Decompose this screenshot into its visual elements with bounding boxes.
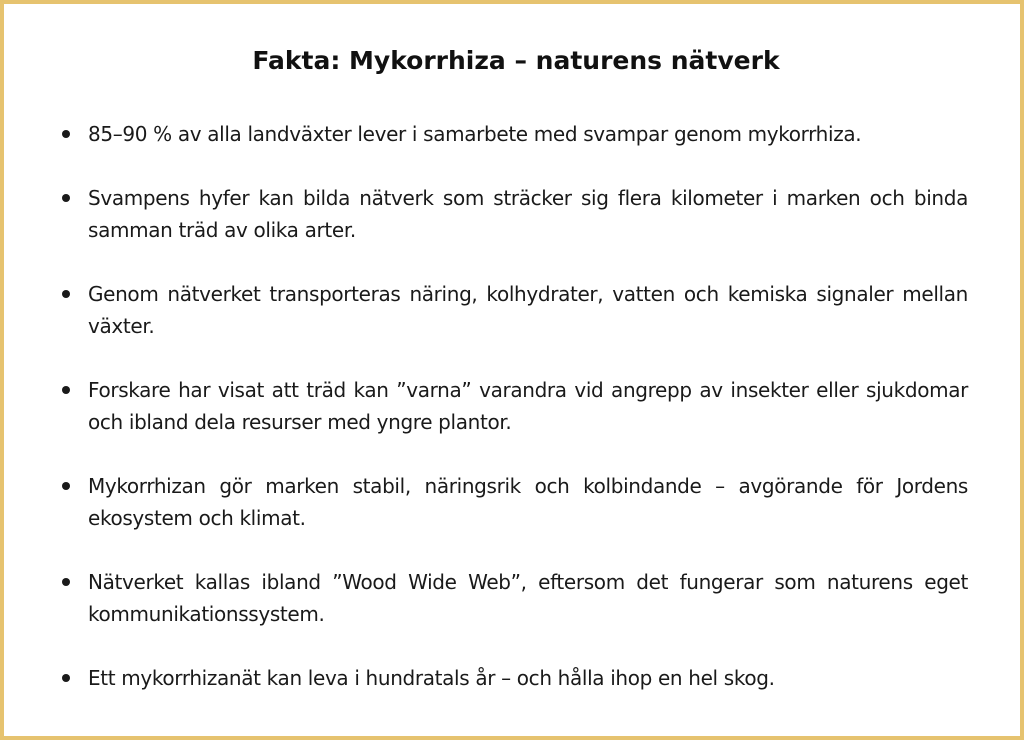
- bullet-icon: [62, 386, 70, 394]
- fact-text: Genom nätverket transporteras näring, kolhydrater, vatten och kemiska signaler mellan växter.: [88, 282, 968, 338]
- fact-item: [62, 182, 968, 246]
- fact-text: Svampens hyfer kan bilda nätverk som sträcker sig flera kilometer i marken och binda samman träd av olika arter.: [88, 186, 968, 242]
- bullet-icon: [62, 290, 70, 298]
- bullet-icon: [62, 130, 70, 138]
- fact-text: 85–90 % av alla landväxter lever i samarbete med svampar genom mykorrhiza.: [88, 122, 862, 146]
- fact-item: [62, 278, 968, 342]
- bullet-icon: [62, 194, 70, 202]
- fact-text: Nätverket kallas ibland ”Wood Wide Web”, eftersom det fungerar som naturens eget kommunikationssystem.: [88, 570, 968, 626]
- fact-item: [62, 470, 968, 534]
- fact-item: [62, 118, 968, 150]
- bullet-icon: [62, 482, 70, 490]
- fact-item: [62, 566, 968, 630]
- fact-item: [62, 662, 968, 694]
- fact-box-title: Fakta: Mykorrhiza – naturens nätverk: [252, 46, 780, 75]
- fact-text: Mykorrhizan gör marken stabil, näringsrik och kolbindande – avgörande för Jordens ekosystem och klimat.: [88, 474, 968, 530]
- fact-text: Ett mykorrhizanät kan leva i hundratals år – och hålla ihop en hel skog.: [88, 666, 775, 690]
- fact-item: [62, 374, 968, 438]
- bullet-icon: [62, 578, 70, 586]
- bullet-icon: [62, 674, 70, 682]
- fact-list: [62, 118, 968, 726]
- fact-text: Forskare har visat att träd kan ”varna” varandra vid angrepp av insekter eller sjukdomar och ibland dela resurser med yngre plantor.: [88, 378, 968, 434]
